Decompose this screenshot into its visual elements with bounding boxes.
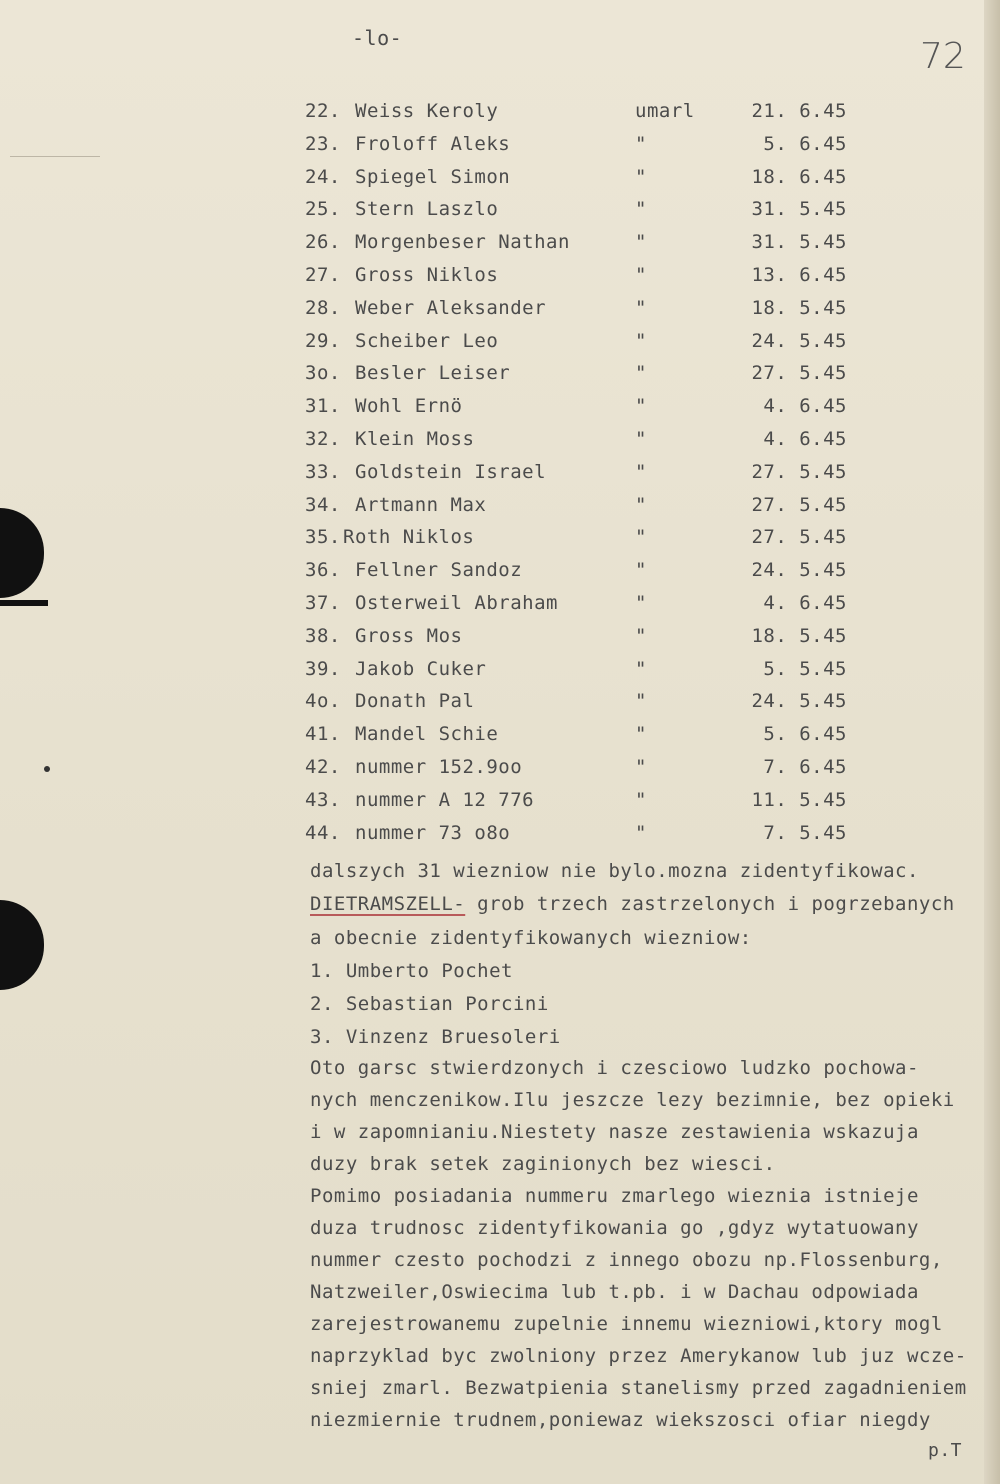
ink-dot	[44, 766, 50, 772]
row-status: umarl	[635, 100, 695, 122]
place-heading	[310, 893, 955, 915]
row-name: Gross Mos	[355, 625, 463, 647]
row-name: Mandel Schie	[355, 723, 499, 745]
row-name: Gross Niklos	[355, 264, 499, 286]
victim-item: 1. Umberto Pochet	[310, 960, 513, 982]
row-date: 4. 6.45	[763, 395, 847, 417]
paragraph-line: i w zapomnianiu.Niestety nasze zestawienia wskazuja	[310, 1121, 919, 1143]
row-status: "	[635, 330, 647, 352]
row-name: Weber Aleksander	[355, 297, 547, 319]
page-edge	[984, 0, 1000, 1484]
list-row	[305, 428, 865, 458]
row-name: nummer 152.9oo	[355, 756, 523, 778]
row-number: 42.	[305, 756, 341, 778]
row-number: 4o.	[305, 690, 341, 712]
row-status: "	[635, 264, 647, 286]
row-date: 21. 6.45	[751, 100, 847, 122]
row-number: 34.	[305, 494, 341, 516]
punch-hole-tab	[0, 600, 48, 606]
paragraph-line: duza trudnosc zidentyfikowania go ,gdyz wytatuowany	[310, 1217, 919, 1239]
row-name: Klein Moss	[355, 428, 475, 450]
row-name: Besler Leiser	[355, 362, 511, 384]
row-name: Roth Niklos	[343, 526, 475, 548]
list-row	[305, 559, 865, 589]
row-status: "	[635, 822, 647, 844]
row-number: 35.	[305, 526, 341, 548]
row-date: 7. 6.45	[763, 756, 847, 778]
row-date: 18. 5.45	[751, 625, 847, 647]
list-row	[305, 723, 865, 753]
row-number: 23.	[305, 133, 341, 155]
row-date: 24. 5.45	[751, 559, 847, 581]
row-status: "	[635, 198, 647, 220]
row-number: 41.	[305, 723, 341, 745]
paragraph-line: sniej zmarl. Bezwatpienia stanelismy przed zagadnieniem	[310, 1377, 967, 1399]
row-date: 4. 6.45	[763, 592, 847, 614]
list-row	[305, 625, 865, 655]
row-status: "	[635, 133, 647, 155]
row-number: 33.	[305, 461, 341, 483]
row-date: 4. 6.45	[763, 428, 847, 450]
row-number: 29.	[305, 330, 341, 352]
paragraph-line: Natzweiler,Oswiecima lub t.pb. i w Dachau odpowiada	[310, 1281, 919, 1303]
list-row	[305, 198, 865, 228]
page-turn-note: p.T	[928, 1440, 963, 1461]
row-number: 27.	[305, 264, 341, 286]
paragraph-line: duzy brak setek zaginionych bez wiesci.	[310, 1153, 776, 1175]
paragraph-line: Pomimo posiadania nummeru zmarlego wieznia istnieje	[310, 1185, 919, 1207]
list-row	[305, 297, 865, 327]
list-row	[305, 330, 865, 360]
list-row	[305, 592, 865, 622]
unidentified-note: dalszych 31 wiezniow nie bylo.mozna zidentyfikowac.	[310, 860, 919, 882]
row-status: "	[635, 690, 647, 712]
place-text-2: a obecnie zidentyfikowanych wiezniow:	[310, 927, 752, 949]
row-number: 37.	[305, 592, 341, 614]
row-date: 5. 6.45	[763, 133, 847, 155]
row-name: Fellner Sandoz	[355, 559, 523, 581]
row-status: "	[635, 526, 647, 548]
row-status: "	[635, 166, 647, 188]
row-number: 31.	[305, 395, 341, 417]
row-status: "	[635, 362, 647, 384]
row-name: Wohl Ernö	[355, 395, 463, 417]
row-number: 25.	[305, 198, 341, 220]
row-date: 31. 5.45	[751, 231, 847, 253]
row-name: Stern Laszlo	[355, 198, 499, 220]
list-row	[305, 756, 865, 786]
row-date: 27. 5.45	[751, 494, 847, 516]
row-number: 44.	[305, 822, 341, 844]
row-status: "	[635, 559, 647, 581]
row-date: 7. 5.45	[763, 822, 847, 844]
margin-mark	[10, 156, 100, 157]
row-status: "	[635, 428, 647, 450]
punch-hole-bottom	[0, 900, 44, 990]
row-date: 24. 5.45	[751, 330, 847, 352]
list-row	[305, 494, 865, 524]
row-status: "	[635, 658, 647, 680]
victim-item: 2. Sebastian Porcini	[310, 993, 549, 1015]
list-row	[305, 395, 865, 425]
row-number: 22.	[305, 100, 341, 122]
row-name: nummer 73 o8o	[355, 822, 511, 844]
punch-hole-top	[0, 508, 44, 598]
place-text-1: grob trzech zastrzelonych i pogrzebanych	[465, 893, 955, 915]
row-number: 43.	[305, 789, 341, 811]
row-name: Froloff Aleks	[355, 133, 511, 155]
row-status: "	[635, 461, 647, 483]
row-date: 24. 5.45	[751, 690, 847, 712]
folio-number: 72	[920, 36, 966, 77]
row-name: Jakob Cuker	[355, 658, 487, 680]
paragraph-line: zarejestrowanemu zupelnie innemu wiezniowi,ktory mogl	[310, 1313, 943, 1335]
paragraph-line: nych menczenikow.Ilu jeszcze lezy bezimnie, bez opieki	[310, 1089, 955, 1111]
paragraph-line: nummer czesto pochodzi z innego obozu np.Flossenburg,	[310, 1249, 943, 1271]
victim-item: 3. Vinzenz Bruesoleri	[310, 1026, 561, 1048]
row-number: 32.	[305, 428, 341, 450]
row-number: 3o.	[305, 362, 341, 384]
row-name: Osterweil Abraham	[355, 592, 558, 614]
row-name: Goldstein Israel	[355, 461, 547, 483]
row-date: 18. 5.45	[751, 297, 847, 319]
list-row	[305, 100, 865, 130]
row-status: "	[635, 297, 647, 319]
list-row	[305, 133, 865, 163]
row-date: 27. 5.45	[751, 526, 847, 548]
row-name: Scheiber Leo	[355, 330, 499, 352]
row-status: "	[635, 592, 647, 614]
row-status: "	[635, 625, 647, 647]
place-name: DIETRAMSZELL-	[310, 893, 466, 915]
list-row	[305, 789, 865, 819]
row-number: 38.	[305, 625, 341, 647]
list-row	[305, 264, 865, 294]
row-status: "	[635, 395, 647, 417]
row-date: 5. 6.45	[763, 723, 847, 745]
paragraph-line: niezmiernie trudnem,poniewaz wiekszosci ofiar niegdy	[310, 1409, 931, 1431]
row-status: "	[635, 756, 647, 778]
row-number: 36.	[305, 559, 341, 581]
row-name: Weiss Keroly	[355, 100, 499, 122]
row-status: "	[635, 723, 647, 745]
row-number: 24.	[305, 166, 341, 188]
list-row	[305, 231, 865, 261]
row-name: Spiegel Simon	[355, 166, 511, 188]
row-date: 27. 5.45	[751, 461, 847, 483]
list-row	[305, 166, 865, 196]
row-number: 39.	[305, 658, 341, 680]
list-row	[305, 690, 865, 720]
row-name: nummer A 12 776	[355, 789, 535, 811]
list-row	[305, 526, 865, 556]
row-name: Donath Pal	[355, 690, 475, 712]
paragraph-line: naprzyklad byc zwolniony przez Amerykanow lub juz wcze-	[310, 1345, 967, 1367]
row-date: 13. 6.45	[751, 264, 847, 286]
row-date: 11. 5.45	[751, 789, 847, 811]
row-status: "	[635, 789, 647, 811]
list-row	[305, 461, 865, 491]
paragraph-line: Oto garsc stwierdzonych i czesciowo ludzko pochowa-	[310, 1057, 919, 1079]
row-date: 31. 5.45	[751, 198, 847, 220]
row-name: Artmann Max	[355, 494, 487, 516]
row-number: 26.	[305, 231, 341, 253]
row-date: 27. 5.45	[751, 362, 847, 384]
row-date: 5. 5.45	[763, 658, 847, 680]
row-name: Morgenbeser Nathan	[355, 231, 570, 253]
list-row	[305, 362, 865, 392]
list-row	[305, 658, 865, 688]
row-number: 28.	[305, 297, 341, 319]
row-status: "	[635, 494, 647, 516]
page-number: -lo-	[352, 26, 403, 50]
row-date: 18. 6.45	[751, 166, 847, 188]
row-status: "	[635, 231, 647, 253]
list-row	[305, 822, 865, 852]
